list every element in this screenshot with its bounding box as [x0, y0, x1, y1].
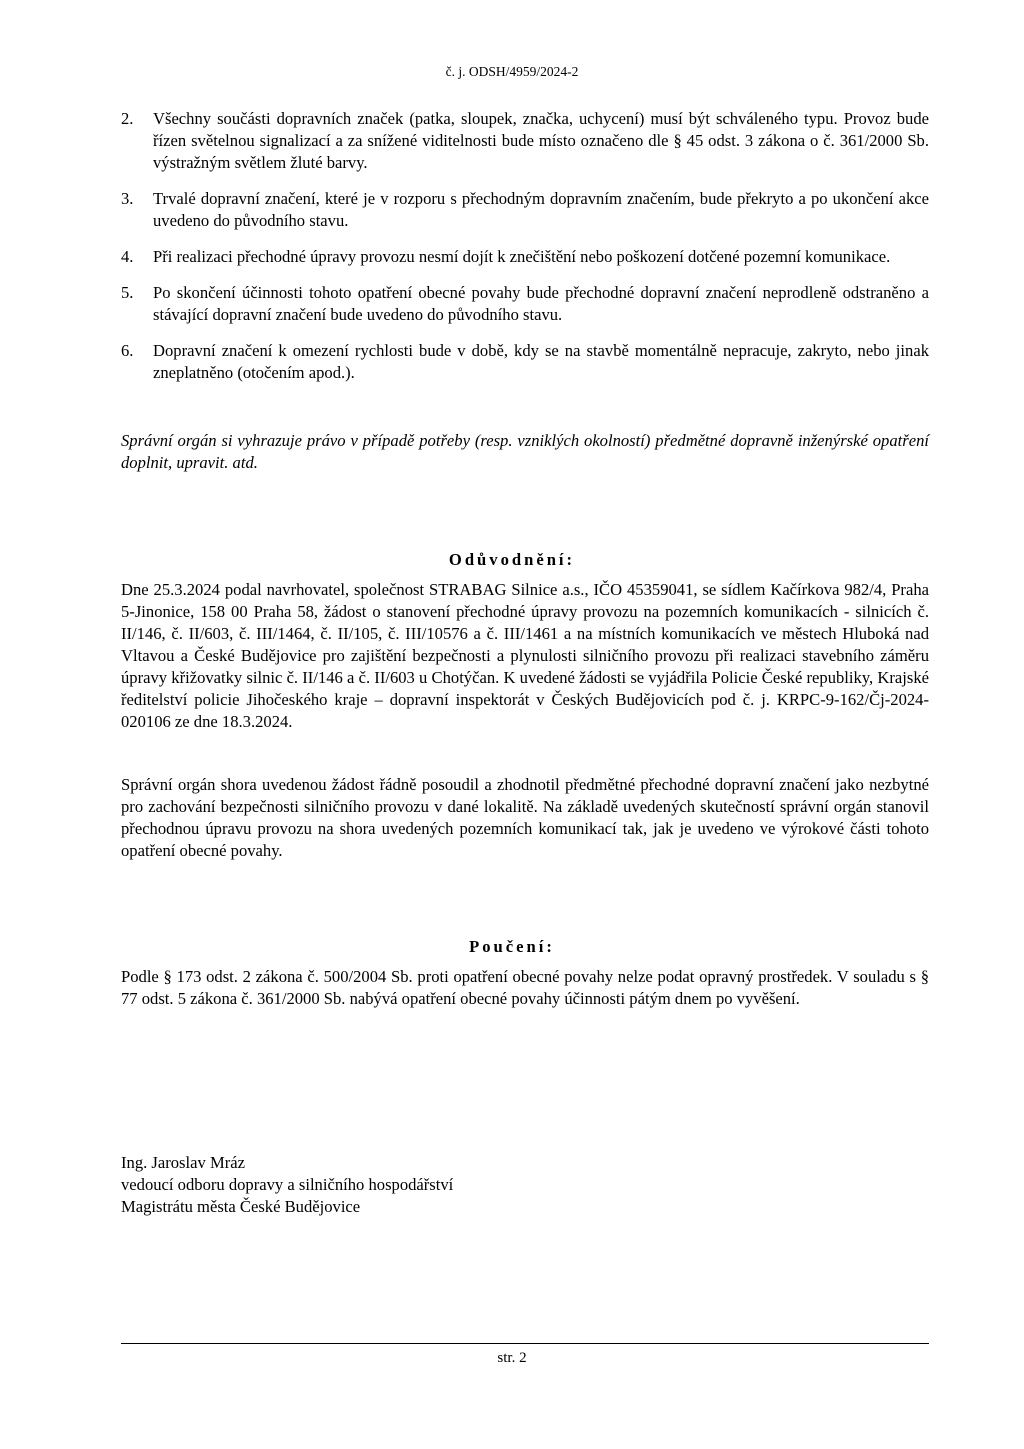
- signatory-organization: Magistrátu města České Budějovice: [121, 1197, 361, 1216]
- condition-text: Trvalé dopravní značení, které je v rozporu s přechodným dopravním značením, bude překryto a po ukončení akce uvedeno do původního stavu.: [153, 189, 929, 230]
- condition-number: 6.: [121, 341, 134, 360]
- condition-item: [121, 108, 929, 174]
- condition-item: [121, 188, 929, 232]
- condition-text: Všechny součásti dopravních značek (patka, sloupek, značka, uchycení) musí být schváleného typu. Provoz bude řízen světelnou signalizací a za snížené viditelnosti bude místo označeno dle § 45 odst. 3 zákona o č. 361/2000 Sb. výstražným světlem žluté barvy.: [153, 109, 929, 172]
- conditions-list: [121, 108, 929, 398]
- condition-number: 5.: [121, 283, 134, 302]
- condition-item: [121, 246, 929, 268]
- reasoning-paragraph: Dne 25.3.2024 podal navrhovatel, společnost STRABAG Silnice a.s., IČO 45359041, se sídlem Kačírkova 982/4, Praha 5-Jinonice, 158 00 Praha 58, žádost o stanovení přechodné úpravy provozu na pozemních komunikacích - silnicích č. II/146, č. II/603, č. III/1464, č. II/105, č. III/10576 a č. III/1461 a na místních komunikacích ve městech Hluboká nad Vltavou a České Budějovice pro zajištění bezpečnosti a plynulosti silničního provozu při realizaci stavebního záměru úpravy křižovatky silnic č. II/146 a č. II/603 u Chotýčan. K uvedené žádosti se vyjádřila Policie České republiky, Krajské ředitelství policie Jihočeského kraje – dopravní inspektorát v Českých Budějovicích pod č. j. KRPC-9-162/Čj-2024-020106 ze dne 18.3.2024.: [121, 580, 929, 731]
- condition-number: 2.: [121, 109, 134, 128]
- reservation-note: Správní orgán si vyhrazuje právo v případě potřeby (resp. vzniklých okolností) předmětné dopravně inženýrské opatření doplnit, upravit. atd.: [121, 431, 929, 472]
- footer-divider: [121, 1343, 929, 1344]
- condition-number: 3.: [121, 189, 134, 208]
- condition-item: [121, 340, 929, 384]
- instruction-heading: Poučení:: [469, 937, 555, 956]
- reasoning-heading: Odůvodnění:: [448, 550, 576, 569]
- signatory-position: vedoucí odboru dopravy a silničního hospodářství: [121, 1175, 454, 1194]
- condition-number: 4.: [121, 247, 134, 266]
- signature-block: [121, 1152, 721, 1218]
- page-number: str. 2: [497, 1350, 527, 1366]
- condition-text: Při realizaci přechodné úpravy provozu nesmí dojít k znečištění nebo poškození dotčené pozemní komunikace.: [153, 247, 891, 266]
- reasoning-paragraph: Správní orgán shora uvedenou žádost řádně posoudil a zhodnotil předmětné přechodné dopravní značení jako nezbytné pro zachování bezpečnosti silničního provozu v dané lokalitě. Na základě uvedených skutečností správní orgán stanovil přechodnou úpravu provozu na shora uvedených pozemních komunikací tak, jak je uvedeno ve výrokové části tohoto opatření obecné povahy.: [121, 775, 929, 860]
- instruction-paragraph: Podle § 173 odst. 2 zákona č. 500/2004 Sb. proti opatření obecné povahy nelze podat opravný prostředek. V souladu s § 77 odst. 5 zákona č. 361/2000 Sb. nabývá opatření obecné povahy účinnosti pátým dnem po vyvěšení.: [121, 967, 929, 1008]
- condition-text: Dopravní značení k omezení rychlosti bude v době, kdy se na stavbě momentálně nepracuje, zakryto, nebo jinak zneplatněno (otočením apod.).: [153, 341, 929, 382]
- condition-text: Po skončení účinnosti tohoto opatření obecné povahy bude přechodné dopravní značení neprodleně odstraněno a stávající dopravní značení bude uvedeno do původního stavu.: [153, 283, 929, 324]
- condition-item: [121, 282, 929, 326]
- signatory-name: Ing. Jaroslav Mráz: [121, 1153, 245, 1172]
- document-reference: č. j. ODSH/4959/2024-2: [445, 64, 579, 79]
